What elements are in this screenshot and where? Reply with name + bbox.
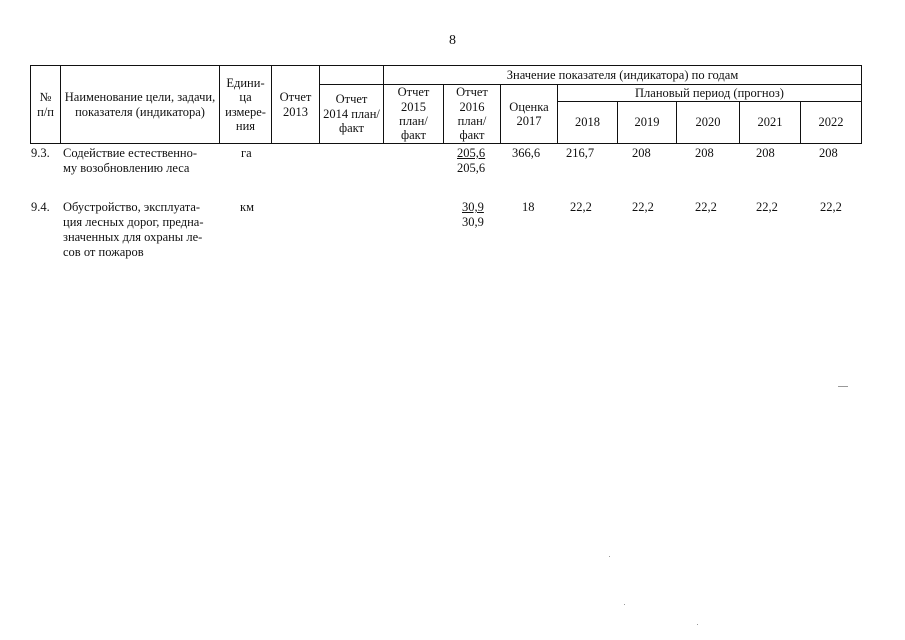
table-row bbox=[0, 146, 905, 186]
indicator-table-header bbox=[30, 65, 862, 144]
row-value-2021: 208 bbox=[756, 146, 775, 160]
header-report-2013: Отчет 2013 bbox=[272, 66, 320, 144]
row-value-2022: 22,2 bbox=[820, 200, 842, 214]
header-year-2021: 2021 bbox=[740, 102, 801, 144]
row-value-2019: 208 bbox=[632, 146, 651, 160]
row-unit: км bbox=[240, 200, 254, 214]
header-report-2016: Отчет 2016 план/ факт bbox=[444, 85, 501, 144]
scan-mark bbox=[609, 556, 610, 557]
page-number: 8 bbox=[449, 33, 456, 48]
row-value-2018: 216,7 bbox=[566, 146, 595, 160]
row-name-line: Содействие естественно- bbox=[63, 146, 198, 160]
row-2016-plan: 30,9 bbox=[462, 200, 484, 214]
row-2016-fact: 205,6 bbox=[457, 161, 486, 175]
header-year-2020: 2020 bbox=[677, 102, 740, 144]
header-blank bbox=[320, 66, 384, 85]
row-value-2022: 208 bbox=[819, 146, 838, 160]
row-value-2020: 22,2 bbox=[695, 200, 717, 214]
scan-mark bbox=[838, 386, 848, 387]
row-value-2021: 22,2 bbox=[756, 200, 778, 214]
row-estimate-2017: 366,6 bbox=[512, 146, 541, 160]
header-num bbox=[31, 66, 61, 144]
header-year-2019: 2019 bbox=[618, 102, 677, 144]
scan-mark bbox=[624, 604, 625, 605]
header-plan-period: Плановый период (прогноз) bbox=[558, 85, 862, 102]
row-value-2019: 22,2 bbox=[632, 200, 654, 214]
header-name: Наименование цели, задачи, показателя (индикатора) bbox=[61, 66, 220, 144]
header-year-2018: 2018 bbox=[558, 102, 618, 144]
header-report-2015: Отчет 2015 план/ факт bbox=[384, 85, 444, 144]
table-row bbox=[0, 200, 905, 262]
scan-mark bbox=[697, 624, 698, 625]
header-report-2014: Отчет 2014 план/ факт bbox=[320, 85, 384, 144]
row-name-line: му возобновлению леса bbox=[63, 161, 190, 175]
header-num-label-2: п/п bbox=[37, 104, 54, 119]
header-group: Значение показателя (индикатора) по годам bbox=[384, 66, 862, 85]
row-2016-fact: 30,9 bbox=[462, 215, 484, 229]
row-name-line: Обустройство, эксплуата- bbox=[63, 200, 201, 214]
header-year-2022: 2022 bbox=[801, 102, 862, 144]
row-value-2018: 22,2 bbox=[570, 200, 592, 214]
row-unit: га bbox=[241, 146, 252, 160]
row-estimate-2017: 18 bbox=[522, 200, 535, 214]
row-number: 9.3. bbox=[31, 146, 50, 160]
row-2016-plan: 205,6 bbox=[457, 146, 486, 160]
header-unit: Едини-ца измере-ния bbox=[220, 66, 272, 144]
row-name-line: значенных для охраны ле- bbox=[63, 230, 203, 244]
row-number: 9.4. bbox=[31, 200, 50, 214]
header-estimate-2017: Оценка 2017 bbox=[501, 85, 558, 144]
row-value-2020: 208 bbox=[695, 146, 714, 160]
header-num-label-1: № bbox=[39, 90, 52, 105]
row-name-line: сов от пожаров bbox=[63, 245, 144, 259]
row-name-line: ция лесных дорог, предна- bbox=[63, 215, 204, 229]
